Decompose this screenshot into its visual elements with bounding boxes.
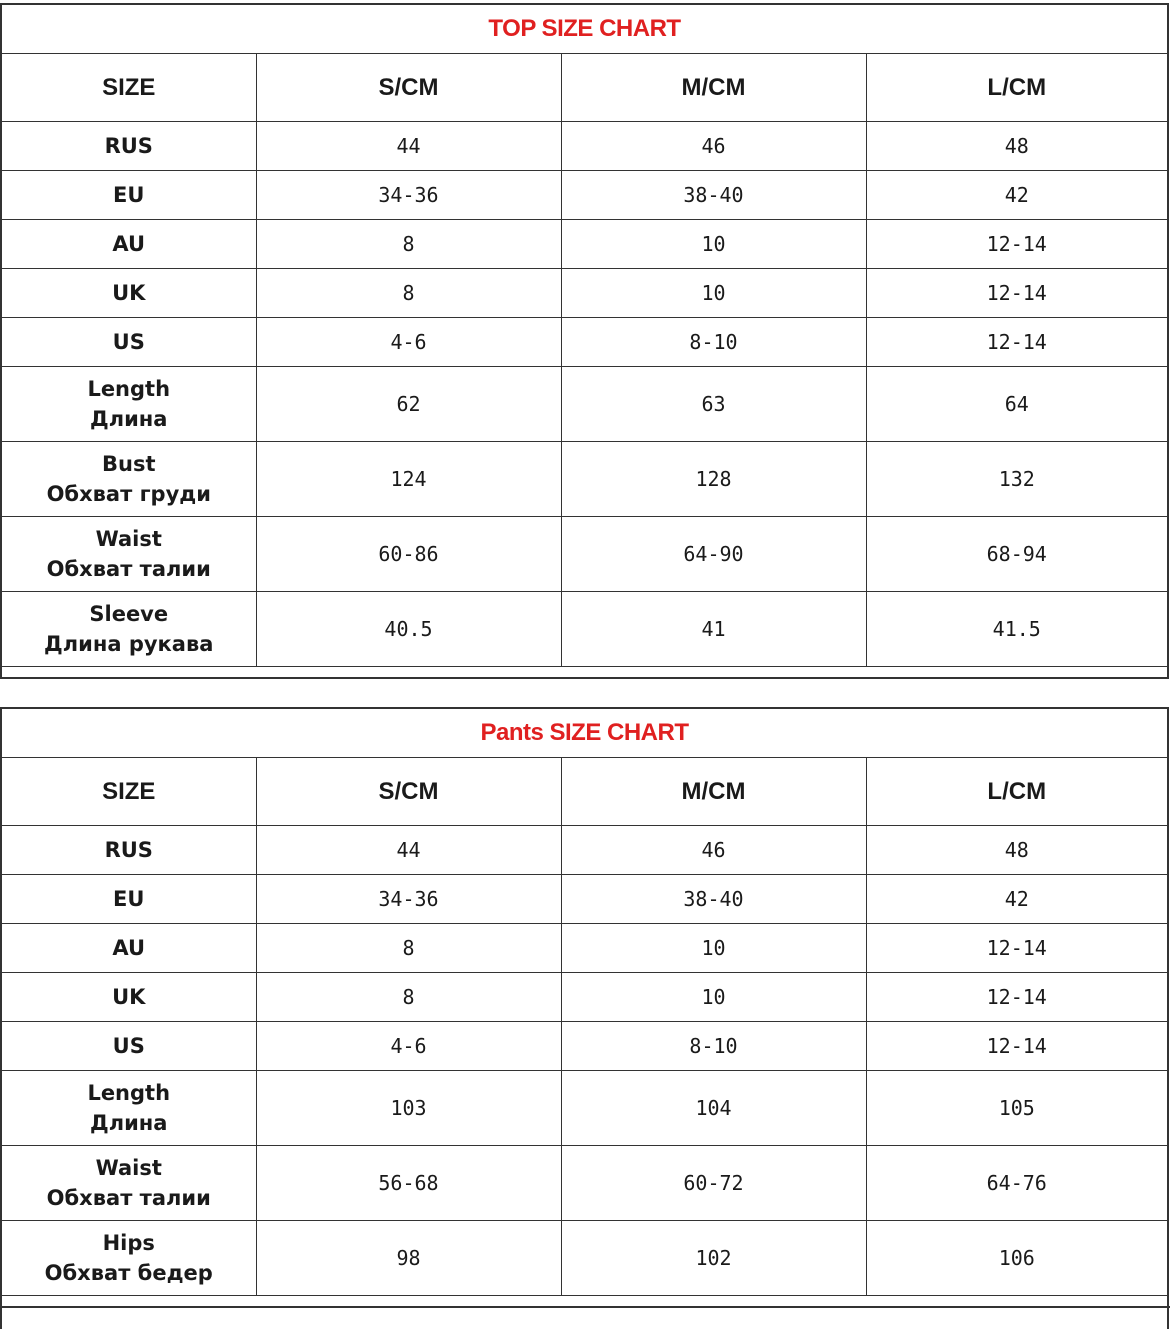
table-row [2,875,1167,924]
table-row [2,122,1167,171]
row-label-line: EU [113,183,145,207]
table-cell: 4-6 [256,318,561,367]
column-header: M/CM [561,758,866,826]
pants-size-table [2,709,1167,1296]
table-row [2,1071,1167,1146]
table-cell: 10 [561,924,866,973]
top-size-table [2,5,1167,667]
table-cell: 4-6 [256,1022,561,1071]
row-label-line: US [112,1034,145,1058]
table-row [2,592,1167,667]
row-label-line: Bust [102,452,156,476]
row-label-line: Waist [95,527,162,551]
row-label [2,973,256,1022]
row-label-line: EU [113,887,145,911]
row-label [2,1071,256,1146]
table-cell: 8 [256,269,561,318]
row-label-line: AU [112,232,146,256]
table-cell: 102 [561,1221,866,1296]
row-label [2,826,256,875]
row-label-line: Length [87,377,171,401]
table-row [2,318,1167,367]
table-row [2,367,1167,442]
column-header: SIZE [2,758,256,826]
table-cell: 64-90 [561,517,866,592]
row-label [2,220,256,269]
row-label-line: Hips [102,1231,155,1255]
table-cell: 8 [256,220,561,269]
row-label-line: Длина [90,407,168,431]
row-label-line: US [112,330,145,354]
row-label-line: UK [112,281,146,305]
row-label-line: Длина [90,1111,168,1135]
table-cell: 46 [561,122,866,171]
table-row [2,442,1167,517]
table-row [2,171,1167,220]
table-cell: 8 [256,973,561,1022]
row-label [2,269,256,318]
table-cell: 12-14 [866,924,1167,973]
table-cell: 60-72 [561,1146,866,1221]
row-label-line: Waist [95,1156,162,1180]
row-label [2,924,256,973]
header-row [2,758,1167,826]
bottom-divider [0,1306,1170,1308]
pants-size-chart [0,707,1169,1329]
table-cell: 38-40 [561,875,866,924]
table-cell: 38-40 [561,171,866,220]
table-cell: 8-10 [561,1022,866,1071]
table-row [2,269,1167,318]
table-cell: 10 [561,973,866,1022]
table-cell: 10 [561,220,866,269]
chart-title: TOP SIZE CHART [2,5,1167,54]
table-cell: 128 [561,442,866,517]
table-cell: 46 [561,826,866,875]
chart-title: Pants SIZE CHART [2,709,1167,758]
table-row [2,826,1167,875]
table-cell: 42 [866,171,1167,220]
table-cell: 62 [256,367,561,442]
row-label-line: RUS [104,838,153,862]
table-row [2,1221,1167,1296]
row-label-line: Обхват талии [46,1186,211,1210]
table-row [2,924,1167,973]
table-cell: 12-14 [866,220,1167,269]
row-label [2,442,256,517]
column-header: SIZE [2,54,256,122]
table-row [2,1146,1167,1221]
row-label-line: RUS [104,134,153,158]
table-row [2,517,1167,592]
row-label [2,367,256,442]
table-cell: 56-68 [256,1146,561,1221]
row-label [2,122,256,171]
row-label-line: Длина рукава [44,632,214,656]
row-label [2,318,256,367]
table-cell: 12-14 [866,269,1167,318]
table-cell: 105 [866,1071,1167,1146]
title-row [2,709,1167,758]
table-cell: 44 [256,826,561,875]
table-cell: 12-14 [866,973,1167,1022]
table-cell: 48 [866,826,1167,875]
table-cell: 63 [561,367,866,442]
table-cell: 8-10 [561,318,866,367]
table-cell: 8 [256,924,561,973]
row-label [2,1221,256,1296]
table-cell: 64 [866,367,1167,442]
top-size-chart [0,3,1169,679]
row-label [2,171,256,220]
table-cell: 42 [866,875,1167,924]
column-header: M/CM [561,54,866,122]
table-cell: 34-36 [256,171,561,220]
table-cell: 12-14 [866,1022,1167,1071]
column-header: L/CM [866,54,1167,122]
table-cell: 41.5 [866,592,1167,667]
table-cell: 44 [256,122,561,171]
table-cell: 104 [561,1071,866,1146]
table-cell: 10 [561,269,866,318]
row-label-line: UK [112,985,146,1009]
column-header: L/CM [866,758,1167,826]
table-cell: 106 [866,1221,1167,1296]
row-label-line: Обхват груди [46,482,211,506]
table-cell: 60-86 [256,517,561,592]
row-label [2,517,256,592]
row-label-line: Length [87,1081,171,1105]
table-cell: 124 [256,442,561,517]
row-label-line: Обхват бедер [44,1261,213,1285]
row-label-line: Обхват талии [46,557,211,581]
column-header: S/CM [256,54,561,122]
table-cell: 41 [561,592,866,667]
row-label-line: Sleeve [89,602,169,626]
table-cell: 103 [256,1071,561,1146]
table-cell: 98 [256,1221,561,1296]
table-cell: 12-14 [866,318,1167,367]
table-cell: 34-36 [256,875,561,924]
row-label [2,592,256,667]
table-row [2,220,1167,269]
table-cell: 40.5 [256,592,561,667]
table-cell: 64-76 [866,1146,1167,1221]
column-header: S/CM [256,758,561,826]
header-row [2,54,1167,122]
table-cell: 132 [866,442,1167,517]
table-row [2,973,1167,1022]
table-row [2,1022,1167,1071]
row-label [2,1146,256,1221]
table-cell: 68-94 [866,517,1167,592]
row-label [2,1022,256,1071]
table-cell: 48 [866,122,1167,171]
row-label-line: AU [112,936,146,960]
row-label [2,875,256,924]
title-row [2,5,1167,54]
